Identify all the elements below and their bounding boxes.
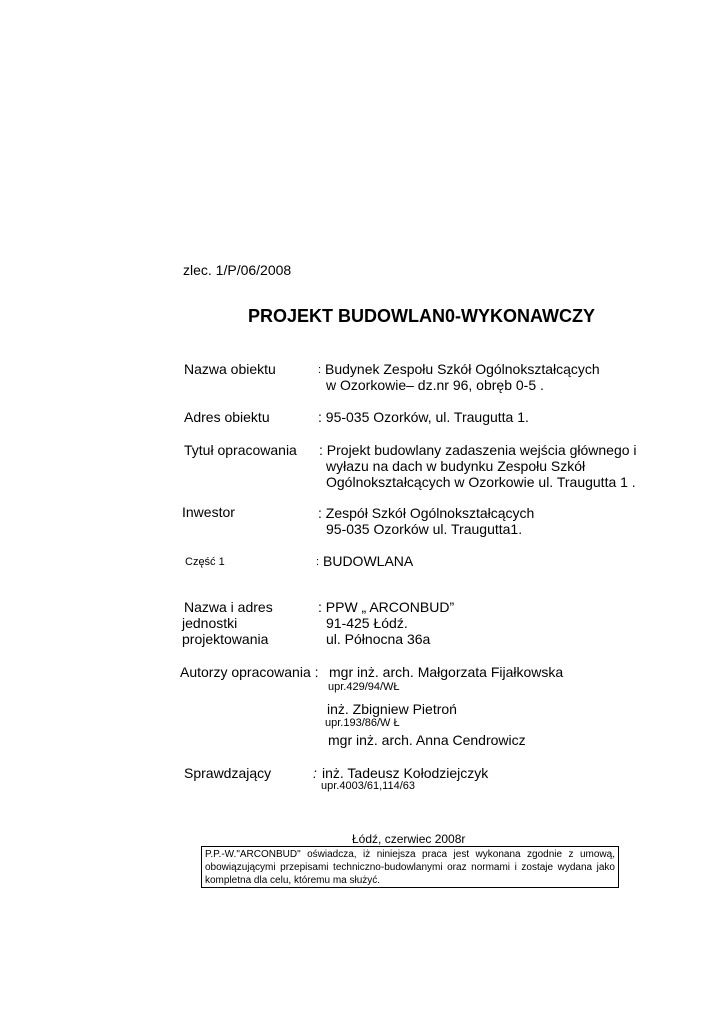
authors-label: Autorzy opracowania : [180,664,319,680]
checker-colon: : [313,765,317,781]
order-number: zlec. 1/P/06/2008 [183,262,292,278]
part-colon: : [316,556,320,568]
part-value: BUDOWLANA [323,553,414,569]
author-3-name: mgr inż. arch. Anna Cendrowicz [328,732,526,748]
work-title-line2: wyłazu na dach w budynku Zespołu Szkół [326,458,586,474]
object-address-label: Adres obiektu [184,409,270,425]
object-address-value: : 95-035 Ozorków, ul. Traugutta 1. [318,409,529,425]
checker-name: inż. Tadeusz Kołodziejczyk [322,765,489,781]
object-name-colon: : [318,364,322,376]
checker-license: upr.4003/61,114/63 [321,780,415,792]
work-title-line3: Ogólnokształcących w Ozorkowie ul. Traugutta 1 . [326,474,636,490]
investor-line2: 95-035 Ozorków ul. Traugutta1. [326,521,523,537]
author-2-license: upr.193/86/W Ł [325,717,400,729]
design-unit-line2: 91-425 Łódź. [326,615,408,631]
author-2-name: inż. Zbigniew Pietroń [327,701,457,717]
object-name-line2: w Ozorkowie– dz.nr 96, obręb 0-5 . [326,377,544,393]
design-unit-line3: ul. Północna 36a [326,631,431,647]
place-date: Łódź, czerwiec 2008r [352,832,466,846]
investor-label: Inwestor [182,504,235,520]
author-1-license: upr.429/94/WŁ [328,681,400,693]
part-label: Część 1 [185,556,225,568]
work-title-line1: : Projekt budowlany zadaszenia wejścia głównego i [319,442,637,458]
object-name-label: Nazwa obiektu [184,361,276,377]
page-title: PROJEKT BUDOWLAN0-WYKONAWCZY [248,306,595,326]
declaration-notice: P.P.-W."ARCONBUD" oświadcza, iż niniejsza praca jest wykonana zgodnie z umową, obowiązującymi przepisami techniczno-budowlanymi oraz normami i zostaje wydana jako kompletna dla celu, któremu ma służyć. [201,846,619,888]
design-unit-label-line2: jednostki [182,615,238,631]
investor-line1: : Zespół Szkół Ogólnokształcących [318,505,535,521]
design-unit-label-line3: projektowania [182,631,269,647]
work-title-label: Tytuł opracowania [184,442,297,458]
checker-label: Sprawdzający [184,765,272,781]
object-name-line1: Budynek Zespołu Szkół Ogólnokształcących [325,361,600,377]
design-unit-line1: : PPW „ ARCONBUD” [318,599,455,615]
author-1-name: mgr inż. arch. Małgorzata Fijałkowska [329,664,564,680]
design-unit-label-line1: Nazwa i adres [184,599,273,615]
